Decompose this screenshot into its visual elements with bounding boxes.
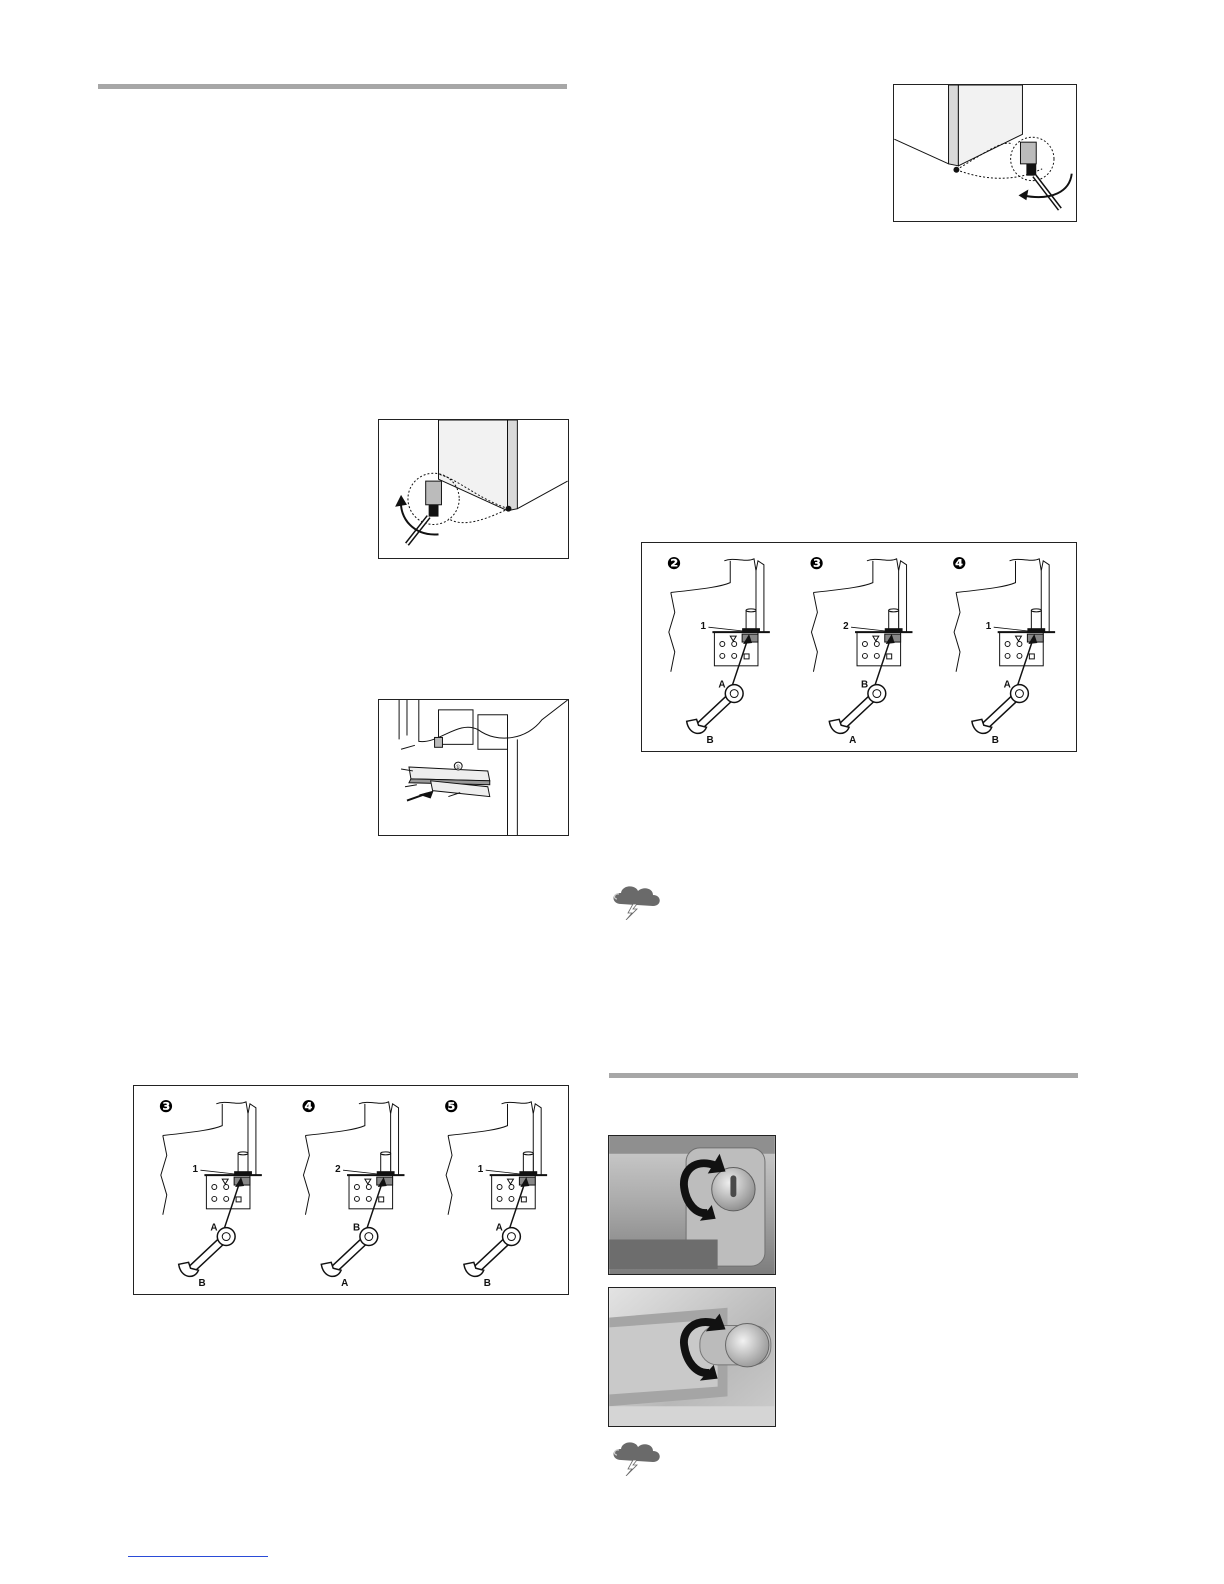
hinge-panel — [444, 1096, 547, 1289]
section-rule-right — [609, 1073, 1078, 1078]
figure-hinge-adjust-right — [641, 542, 1077, 752]
wrench-label-top: B — [860, 679, 869, 691]
wrench-label-top: A — [718, 679, 726, 691]
wrench-label-bottom: B — [706, 735, 714, 747]
panel-number: ❺ — [444, 1095, 459, 1116]
part-label: 1 — [985, 621, 992, 633]
panel-number: ❹ — [952, 552, 967, 573]
figure-leveling-foot-right — [893, 84, 1077, 222]
wrench-label-bottom: B — [198, 1278, 206, 1290]
hinge-panel — [667, 553, 770, 746]
hinge-panel — [809, 553, 912, 746]
wrench-label-top: A — [495, 1222, 503, 1234]
panel-number: ❸ — [158, 1095, 174, 1116]
hinge-panel — [301, 1096, 404, 1289]
wrench-label-bottom: A — [849, 735, 857, 747]
wrench-label-top: B — [352, 1222, 361, 1234]
figure-leveling-foot-left — [378, 419, 569, 559]
part-label: 2 — [843, 621, 849, 633]
part-label: 2 — [335, 1164, 341, 1176]
wrench-label-top: A — [210, 1222, 218, 1234]
panel-number: ❷ — [666, 552, 682, 573]
part-label: 1 — [700, 621, 707, 633]
storm-cloud-icon — [609, 1438, 663, 1476]
part-label: 1 — [192, 1164, 199, 1176]
photo-knob-rotation — [608, 1287, 776, 1427]
wrench-label-bottom: A — [341, 1278, 349, 1290]
panel-number: ❹ — [301, 1095, 316, 1116]
section-rule-left — [98, 84, 567, 89]
storm-cloud-icon — [609, 882, 663, 920]
hinge-panel — [952, 553, 1055, 746]
figure-hinge-adjust-left — [133, 1085, 569, 1295]
part-label: 1 — [477, 1164, 484, 1176]
figure-base-grille — [378, 699, 569, 836]
hinge-panel — [159, 1096, 262, 1289]
grille-callout: ① — [455, 764, 461, 771]
photo-dial-rotation — [608, 1135, 776, 1275]
footer-link-underline[interactable] — [128, 1556, 268, 1557]
wrench-label-bottom: B — [991, 735, 999, 747]
wrench-label-bottom: B — [483, 1278, 491, 1290]
panel-number: ❸ — [809, 552, 824, 573]
wrench-label-top: A — [1003, 679, 1011, 691]
